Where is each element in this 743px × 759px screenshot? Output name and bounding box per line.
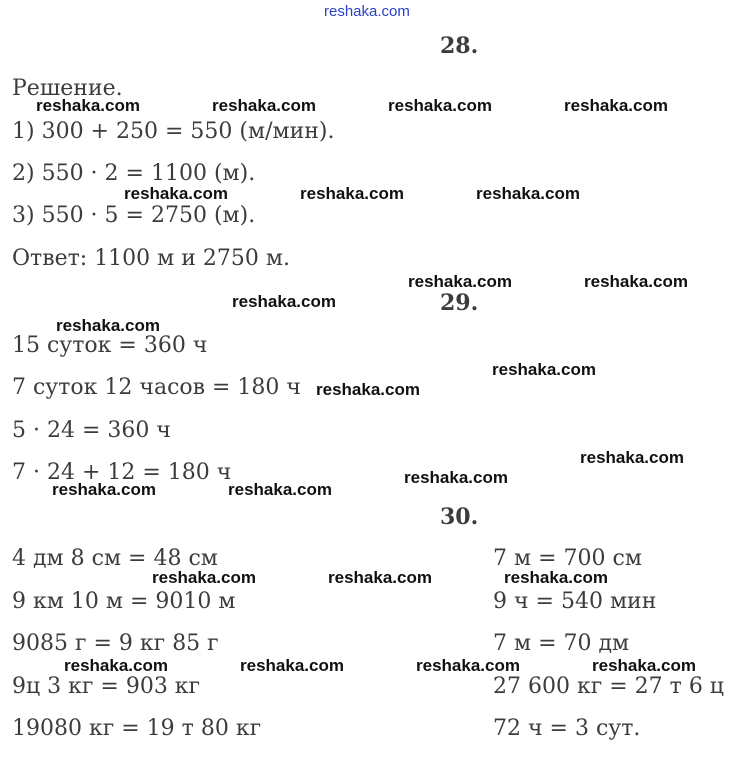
watermark: reshaka.com xyxy=(212,96,316,115)
watermark: reshaka.com xyxy=(416,656,520,675)
task-30-left-1: 4 дм 8 см = 48 см xyxy=(12,546,218,571)
task-28-step-2: 2) 550 · 2 = 1100 (м). xyxy=(12,161,256,186)
watermark: reshaka.com xyxy=(232,292,336,311)
task-28-solution-label: Решение. xyxy=(12,76,123,101)
watermark: reshaka.com xyxy=(52,480,156,499)
watermark: reshaka.com xyxy=(476,184,580,203)
watermark: reshaka.com xyxy=(492,360,596,379)
watermark: reshaka.com xyxy=(56,316,160,335)
watermark: reshaka.com xyxy=(388,96,492,115)
watermark: reshaka.com xyxy=(564,96,668,115)
task-28-answer: Ответ: 1100 м и 2750 м. xyxy=(12,246,291,271)
task-29-line-1: 15 суток = 360 ч xyxy=(12,333,208,358)
task-28-number: 28. xyxy=(440,33,479,59)
watermark: reshaka.com xyxy=(404,468,508,487)
task-30-number: 30. xyxy=(440,504,479,530)
watermark: reshaka.com xyxy=(228,480,332,499)
task-28-step-1: 1) 300 + 250 = 550 (м/мин). xyxy=(12,119,335,144)
task-30-right-1: 7 м = 700 см xyxy=(493,546,642,571)
watermark: reshaka.com xyxy=(316,380,420,399)
watermark: reshaka.com xyxy=(592,656,696,675)
task-30-right-2: 9 ч = 540 мин xyxy=(493,589,657,614)
watermark: reshaka.com xyxy=(124,184,228,203)
task-30-left-2: 9 км 10 м = 9010 м xyxy=(12,589,236,614)
watermark: reshaka.com xyxy=(504,568,608,587)
watermark: reshaka.com xyxy=(152,568,256,587)
watermark: reshaka.com xyxy=(240,656,344,675)
watermark: reshaka.com xyxy=(408,272,512,291)
task-29-number: 29. xyxy=(440,290,479,316)
watermark: reshaka.com xyxy=(580,448,684,467)
task-30-left-5: 19080 кг = 19 т 80 кг xyxy=(12,716,262,741)
task-30-right-5: 72 ч = 3 сут. xyxy=(493,716,641,741)
task-30-right-4: 27 600 кг = 27 т 6 ц xyxy=(493,674,724,699)
task-29-line-4: 7 · 24 + 12 = 180 ч xyxy=(12,460,232,485)
watermark-header[interactable]: reshaka.com xyxy=(324,3,410,20)
task-28-step-3: 3) 550 · 5 = 2750 (м). xyxy=(12,203,256,228)
watermark: reshaka.com xyxy=(300,184,404,203)
task-30-right-3: 7 м = 70 дм xyxy=(493,631,630,656)
task-29-line-2: 7 суток 12 часов = 180 ч xyxy=(12,375,301,400)
watermark: reshaka.com xyxy=(36,96,140,115)
watermark: reshaka.com xyxy=(328,568,432,587)
watermark: reshaka.com xyxy=(584,272,688,291)
watermark: reshaka.com xyxy=(64,656,168,675)
task-30-left-3: 9085 г = 9 кг 85 г xyxy=(12,631,219,656)
task-30-left-4: 9ц 3 кг = 903 кг xyxy=(12,674,201,699)
task-29-line-3: 5 · 24 = 360 ч xyxy=(12,418,171,443)
